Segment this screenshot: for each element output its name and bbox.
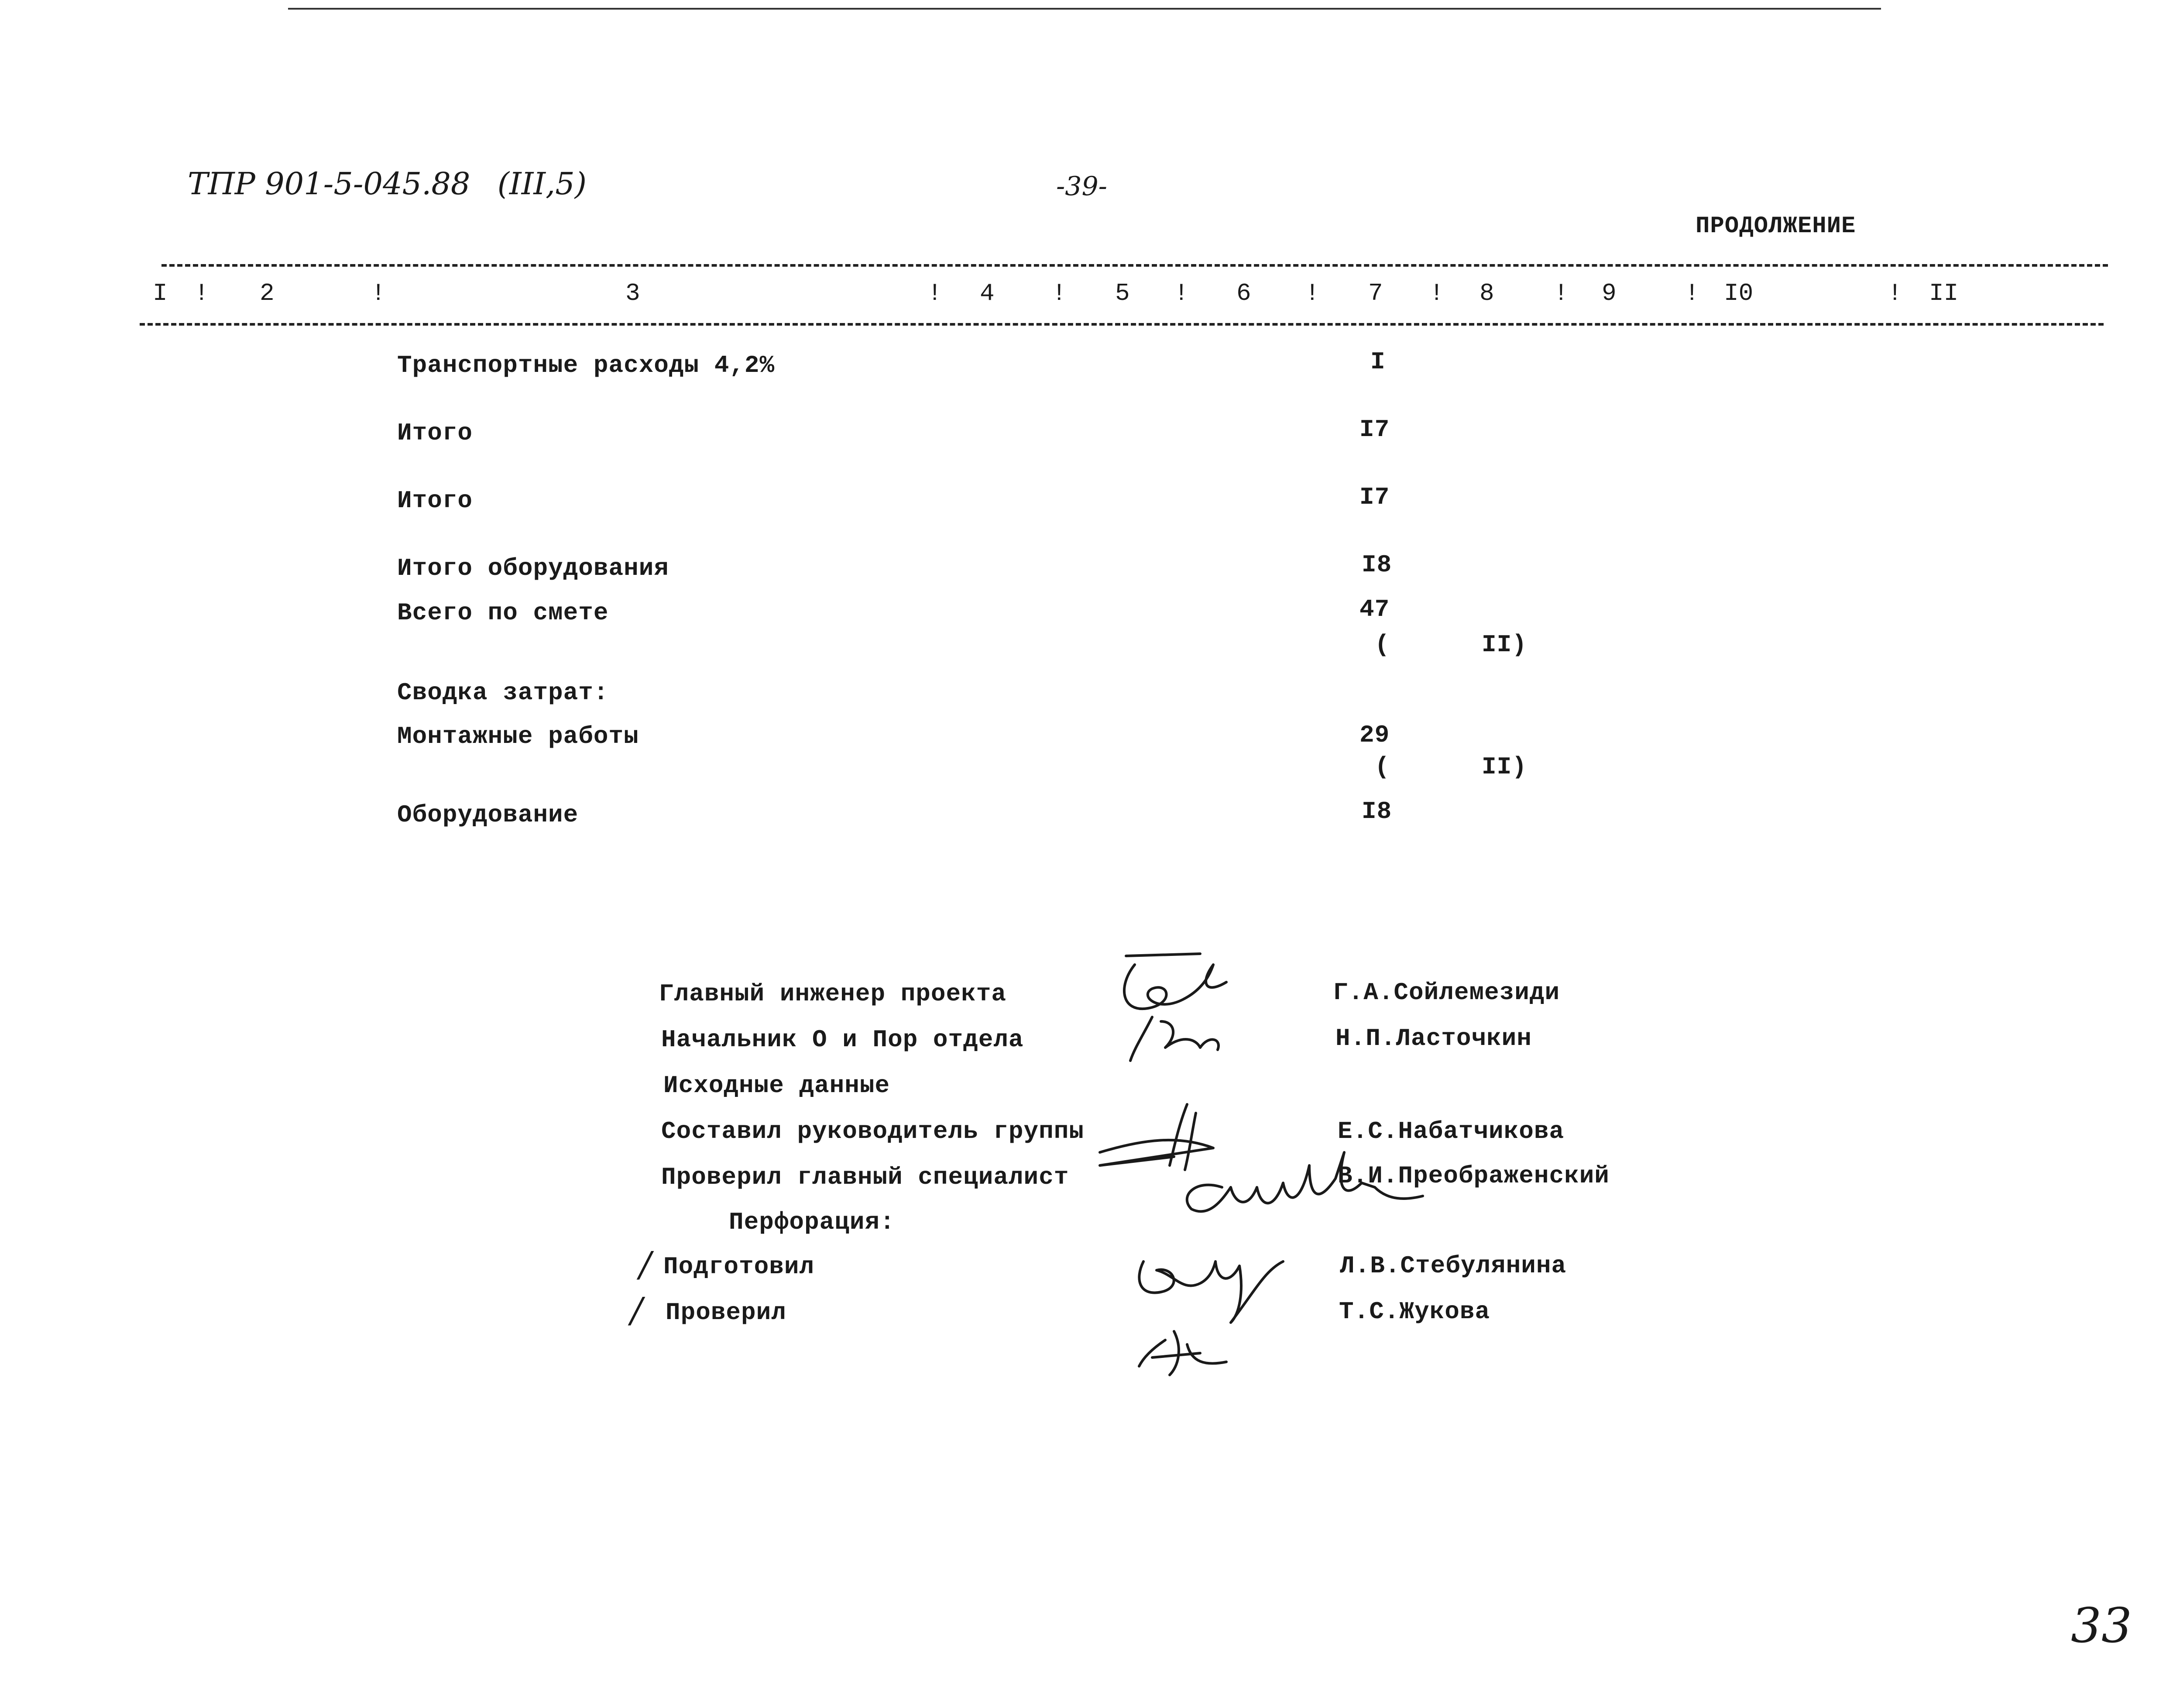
row-col7: I8	[1362, 551, 1392, 579]
signature-role: Проверил	[666, 1299, 786, 1327]
signature-role: Перфорация:	[729, 1208, 895, 1236]
table-top-rule	[161, 264, 2108, 267]
signature-role: Составил руководитель группы	[661, 1117, 1084, 1145]
sheet-number: 33	[2071, 1598, 2132, 1653]
col-header: 9	[1602, 279, 1617, 307]
col-separator: !	[371, 279, 386, 307]
signature-name: Л.В.Стебулянина	[1340, 1252, 1567, 1280]
col-separator: !	[1052, 279, 1067, 307]
check-mark: /	[631, 1290, 642, 1330]
col-header: 3	[625, 279, 640, 307]
col-separator: !	[1305, 279, 1320, 307]
signature-role: Подготовил	[663, 1253, 815, 1281]
row-label: Транспортные расходы 4,2%	[397, 351, 775, 379]
document-code	[188, 166, 587, 202]
row-col7: I8	[1362, 797, 1392, 825]
row-label: Итого	[397, 419, 473, 447]
doc-code: ТПР 901-5-045.88	[188, 166, 470, 202]
col-separator: !	[1554, 279, 1569, 307]
row-col7: 29	[1359, 721, 1390, 749]
table-header-rule	[140, 323, 2104, 326]
col-header: 4	[980, 279, 995, 307]
row-col7-paren: (	[1375, 631, 1390, 659]
handwritten-signature	[1126, 1235, 1327, 1379]
col-separator: !	[1174, 279, 1189, 307]
row-label: Итого оборудования	[397, 554, 669, 582]
col-header: 5	[1115, 279, 1130, 307]
handwritten-signature	[1091, 1100, 1449, 1240]
col-separator: !	[1429, 279, 1444, 307]
col-header: 8	[1480, 279, 1494, 307]
doc-part: (III,5)	[497, 166, 587, 202]
row-col8-paren: II)	[1482, 631, 1527, 659]
row-col7: 47	[1359, 595, 1390, 623]
col-header: I	[153, 279, 168, 307]
signature-name: В.И.Преображенский	[1338, 1162, 1610, 1190]
signature-role: Проверил главный специалист	[661, 1163, 1069, 1191]
col-header: 6	[1236, 279, 1251, 307]
signature-role: Начальник О и Пор отдела	[661, 1026, 1024, 1054]
col-header: 2	[260, 279, 275, 307]
signature-role: Исходные данные	[663, 1072, 890, 1100]
col-header: II	[1929, 279, 1959, 307]
row-label: Монтажные работы	[397, 722, 639, 750]
row-label: Оборудование	[397, 801, 579, 829]
top-border-line	[288, 8, 1881, 10]
row-col7: I7	[1359, 416, 1390, 443]
page-number: -39-	[1056, 171, 1107, 202]
row-col8-paren: II)	[1482, 753, 1527, 781]
col-separator: !	[194, 279, 209, 307]
col-header: I0	[1724, 279, 1754, 307]
signature-role: Главный инженер проекта	[659, 980, 1006, 1008]
row-label: Всего по смете	[397, 599, 609, 627]
continuation-label: ПРОДОЛЖЕНИЕ	[1696, 213, 1856, 240]
check-mark: /	[639, 1244, 651, 1285]
signature-name: Е.С.Набатчикова	[1338, 1117, 1565, 1145]
row-label: Итого	[397, 487, 473, 515]
col-separator: !	[1685, 279, 1699, 307]
row-col7-paren: (	[1375, 753, 1390, 781]
col-separator: !	[1888, 279, 1902, 307]
signature-name: Г.А.Сойлемезиди	[1333, 979, 1560, 1007]
row-col7: I	[1370, 348, 1386, 376]
signature-name: Н.П.Ласточкин	[1335, 1024, 1532, 1052]
handwritten-signature	[1100, 947, 1283, 1069]
signature-name: Т.С.Жукова	[1339, 1298, 1490, 1326]
row-col7: I7	[1359, 483, 1390, 511]
section-heading: Сводка затрат:	[397, 679, 609, 707]
col-header: 7	[1368, 279, 1383, 307]
col-separator: !	[927, 279, 942, 307]
